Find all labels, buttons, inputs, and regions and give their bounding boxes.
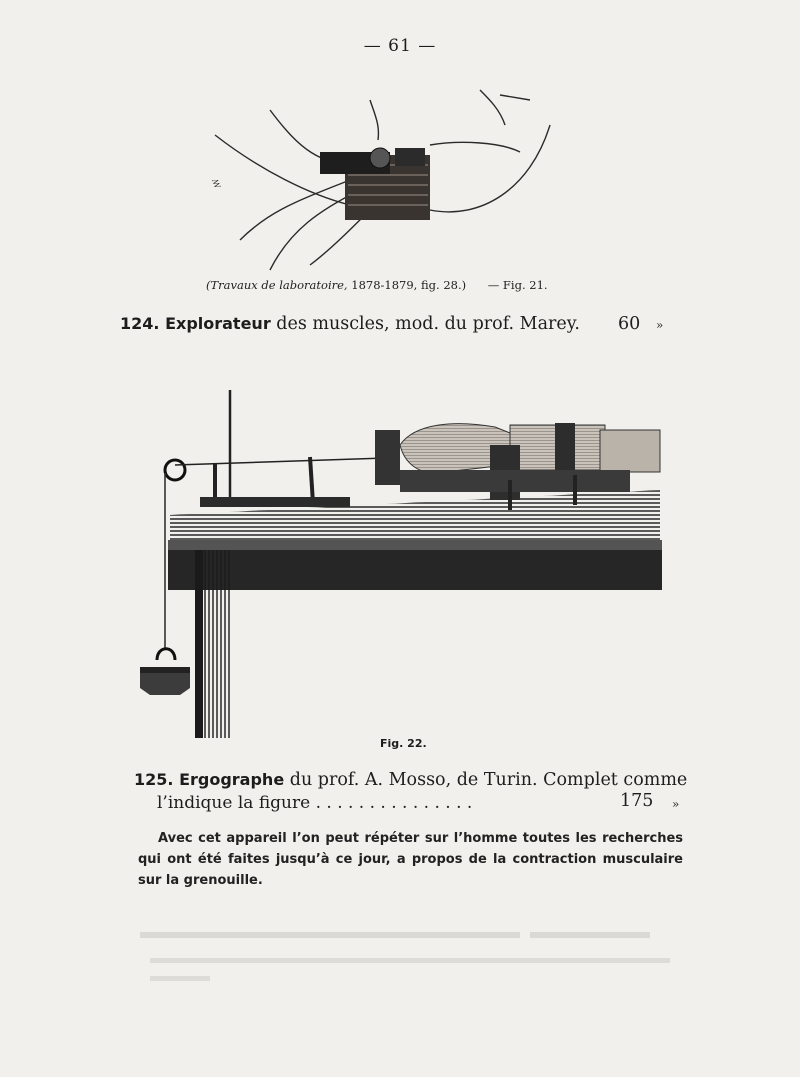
figure-21-caption [206, 278, 548, 292]
figure-22-illustration [135, 385, 665, 740]
catalog-entry-124 [120, 314, 580, 334]
entry-125-body-text: Avec cet appareil l’on peut répéter sur l’homme toutes les recherches qui ont été faites jusqu’à ce jour, a propos de la contraction musculaire sur la grenouille. [138, 831, 683, 888]
entry-124-description: des muscles, mod. du prof. Marey. [276, 314, 580, 334]
entry-125-price: 175 [620, 791, 654, 811]
figure-21-source: (Travaux de laboratoire, [206, 278, 348, 292]
entry-125-price-mark: » [672, 797, 680, 811]
entry-125-line2: l’indique la figure . . . . . . . . . . . . . . . [157, 793, 473, 813]
entry-124-price: 60 [618, 314, 641, 334]
entry-125-number: 125. [134, 770, 174, 789]
entry-125-description: du prof. A. Mosso, de Turin. Complet comme [289, 770, 688, 790]
entry-124-price-mark: » [656, 318, 664, 332]
figure-21-label: Fig. 21. [502, 278, 548, 292]
entry-124-name: Explorateur [165, 314, 271, 333]
figure-22-caption: Fig. 22. [380, 737, 427, 750]
entry-125-name: Ergographe [179, 770, 285, 789]
figure-21-illustration [200, 80, 580, 280]
figure-21-years: 1878-1879, fig. 28.) [351, 278, 467, 292]
catalog-entry-125 [134, 770, 687, 790]
entry-124-number: 124. [120, 314, 160, 333]
page-number: — 61 — [363, 36, 437, 56]
svg-text:ꟿ: ꟿ [210, 177, 222, 190]
bleed-through-marks [130, 920, 690, 990]
figure-21-dash: — [487, 278, 500, 292]
